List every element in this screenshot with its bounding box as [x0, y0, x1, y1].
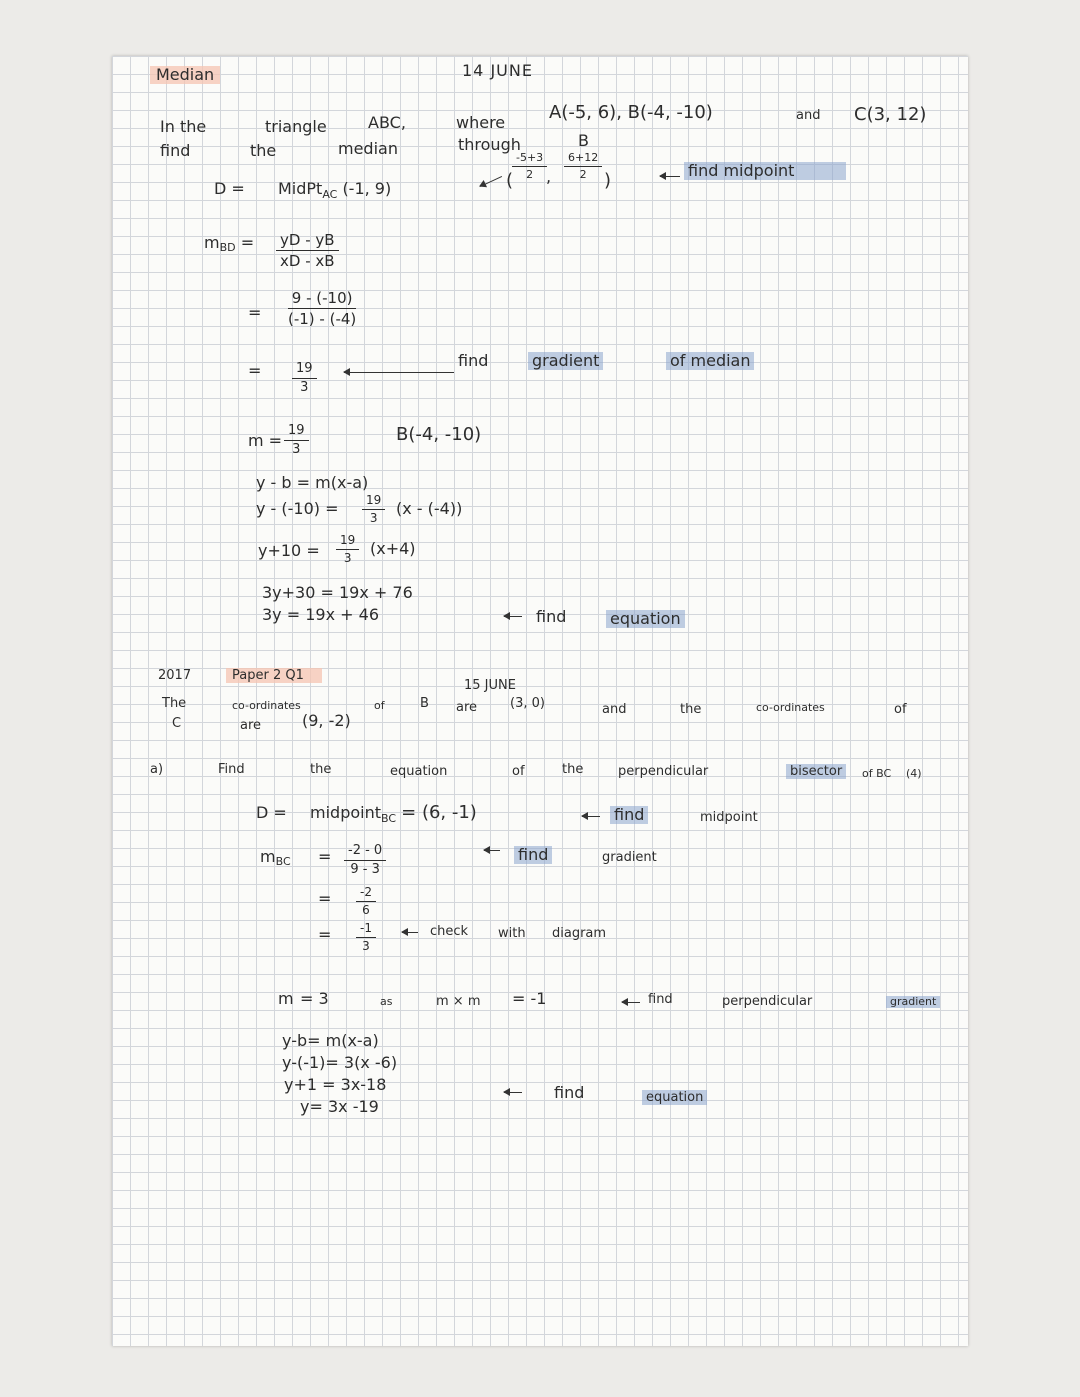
q2-are: are	[456, 700, 478, 715]
note2-find: find	[610, 806, 648, 824]
close-paren: )	[604, 170, 612, 191]
q2-the4: the	[562, 762, 584, 777]
q2-b: B	[420, 696, 429, 711]
date-15-june: 15 JUNE	[464, 678, 516, 693]
eq2-line-3: y+1 = 3x-18	[284, 1075, 387, 1094]
mperp-label: m	[278, 989, 294, 1008]
note-find-midpoint: find midpoint	[684, 162, 846, 180]
arrow-gradient	[344, 372, 454, 373]
q-where: where	[456, 113, 506, 132]
q2-coords: co-ordinates	[232, 699, 301, 712]
m-fraction: $\frac{19}{3}$	[284, 424, 309, 457]
eq2-line-4: y= 3x -19	[300, 1097, 379, 1116]
arrow-perp	[622, 1002, 640, 1003]
equals-3: =	[248, 361, 262, 380]
note2-check: check	[430, 924, 469, 939]
note-gradient-find: find	[458, 351, 489, 370]
eq-line-3-frac: $\frac{19}{3}$	[336, 534, 359, 565]
mbc-fraction-3: $\frac{-1}{3}$	[356, 922, 376, 953]
mbc-label: mBC	[260, 847, 291, 868]
m-times-m-value: = -1	[512, 989, 547, 1008]
mbd-fraction-2: $\frac{9 - (-10)}{(-1) - (-4)}$	[288, 289, 357, 328]
note2-grad-find: find	[514, 846, 552, 864]
q-points: A(-5, 6), B(-4, -10)	[549, 102, 713, 123]
q-median: median	[338, 139, 398, 158]
q2-are2: are	[240, 718, 262, 733]
q2-and: and	[602, 702, 627, 717]
q2-c-value: (9, -2)	[302, 711, 351, 730]
arrow-equation	[504, 616, 522, 617]
q-find: find	[160, 141, 191, 160]
q-abc: ABC,	[368, 113, 406, 132]
arrow-midpoint-2	[582, 816, 600, 817]
q2-find: Find	[218, 762, 245, 777]
q-and: and	[796, 108, 821, 123]
eq-line-3b: (x+4)	[370, 539, 416, 558]
note-equation: equation	[606, 610, 685, 628]
q2-of2: of	[894, 702, 907, 717]
eq-line-1: y - b = m(x-a)	[256, 473, 369, 492]
heading-median: Median	[150, 66, 220, 84]
eq2-line-1: y-b= m(x-a)	[282, 1031, 379, 1050]
mbd-label: mBD =	[204, 233, 255, 254]
q2-marks: (4)	[906, 767, 922, 780]
part-a: a)	[150, 762, 164, 777]
note2-diagram: diagram	[552, 926, 607, 941]
note-gradient: gradient	[528, 352, 603, 370]
mbc-fraction-2: $\frac{-2}{6}$	[356, 886, 376, 917]
d-label: D =	[214, 179, 245, 198]
eq-line-2a: y - (-10) =	[256, 499, 339, 518]
midpoint-frac-y: $\frac{6+12}{2}$	[564, 152, 602, 181]
year-2017: 2017	[158, 668, 192, 683]
as-text: as	[380, 995, 393, 1008]
mbc-fraction: $\frac{-2 - 0}{9 - 3}$	[344, 844, 386, 877]
note2-midpoint: midpoint	[700, 810, 758, 825]
m-label: m =	[248, 431, 283, 450]
mbc-eq2: =	[318, 889, 332, 908]
note2-perp-find: find	[648, 992, 673, 1007]
eq-line-5: 3y = 19x + 46	[262, 605, 379, 624]
note-of-median: of median	[666, 352, 754, 370]
q2-the3: the	[310, 762, 332, 777]
note2-perpendicular: perpendicular	[722, 994, 813, 1009]
equals-2: =	[248, 303, 262, 322]
midpoint-frac-x: $\frac{-5+3}{2}$	[512, 152, 547, 181]
date-14-june: 14 JUNE	[462, 61, 533, 80]
q2-equation: equation	[390, 764, 448, 779]
arrow-note-midpoint	[660, 176, 680, 177]
mbd-fraction-3: $\frac{19}{3}$	[292, 362, 317, 395]
q-through: through	[458, 135, 521, 154]
d2-label: D =	[256, 803, 287, 822]
note2-equation: equation	[642, 1090, 707, 1105]
note2-perp-gradient: gradient	[886, 996, 940, 1008]
arrow-gradient-2	[484, 850, 500, 851]
q-in-the: In the	[160, 117, 207, 136]
q2-perpendicular: perpendicular	[618, 764, 709, 779]
q-point-c: C(3, 12)	[854, 104, 927, 125]
q2-bisector: bisector	[786, 764, 846, 779]
mperp-value: = 3	[300, 989, 329, 1008]
note2-eq-find: find	[554, 1083, 585, 1102]
comma: ,	[546, 167, 552, 186]
arrow-equation-2	[504, 1092, 522, 1093]
note2-gradient: gradient	[602, 850, 657, 865]
q-the: the	[250, 141, 277, 160]
notebook-page	[112, 56, 968, 1346]
q-triangle: triangle	[265, 117, 327, 136]
d2-midpoint: midpoint$_{BC}$ = (6, -1)	[310, 802, 477, 825]
note2-with: with	[498, 926, 526, 941]
mbd-fraction: $\frac{yD - yB}{xD - xB}$	[276, 232, 339, 269]
eq-line-3a: y+10 =	[258, 541, 320, 560]
open-paren: (	[506, 170, 514, 191]
q2-c: C	[172, 716, 182, 731]
eq-line-2-frac: $\frac{19}{3}$	[362, 494, 385, 525]
eq-line-4: 3y+30 = 19x + 76	[262, 583, 413, 602]
point-b: B(-4, -10)	[396, 424, 482, 445]
q2-of-bc: of BC	[862, 767, 892, 780]
eq2-line-2: y-(-1)= 3(x -6)	[282, 1053, 398, 1072]
q2-of: of	[374, 699, 385, 712]
paper-label: Paper 2 Q1	[226, 668, 322, 683]
q2-the: The	[162, 696, 187, 711]
q2-of3: of	[512, 764, 525, 779]
m-times-m: m × m	[436, 994, 481, 1009]
note-equation-find: find	[536, 607, 567, 626]
arrow-to-midpoint	[480, 176, 502, 187]
q2-the2: the	[680, 702, 702, 717]
eq-line-2b: (x - (-4))	[396, 499, 463, 518]
q-b: B	[578, 131, 589, 150]
q2-coords2: co-ordinates	[756, 701, 825, 714]
mbc-eq: =	[318, 847, 332, 866]
q2-b-value: (3, 0)	[510, 696, 545, 711]
mbc-eq3: =	[318, 925, 332, 944]
d-midpoint: MidPt$_{AC}$ (-1, 9)	[278, 179, 392, 201]
arrow-check	[402, 932, 418, 933]
